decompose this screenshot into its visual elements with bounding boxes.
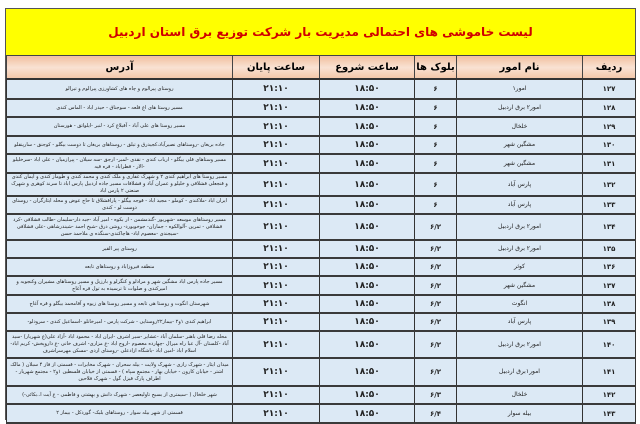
district-cell: خلخال xyxy=(457,117,583,136)
row-number-cell: ۱۳۸ xyxy=(583,295,636,313)
address-cell: میدان ایثار - شهرک رازی - شهرک ولایت - بیله سحران - شهرک مخابرات - قسمتی از فاز ۴ سبلان ( مالک اشتر - خیابان کارون - خیابان بهار - مجتمع سپاه ) - قسمتی از خیابان فلسطین ۱و۲ - مجتمع شهریار - اطراف پارک قیزل گول - شهرک فلاحین xyxy=(7,358,233,386)
row-number-cell: ۱۳۲ xyxy=(583,173,636,196)
address-cell: مسیر جاده پارس اباد مشگین شهر و مرادلو و کنگرلو و بارزیل و مسیر روستاهای مشیران وکنجوبه و امیرکندی و صلوات تا ترسیده به تول قره آغاج xyxy=(7,276,233,295)
district-cell: امور۲ برق اردبیل xyxy=(457,99,583,117)
blocks-cell: ۶/۲ xyxy=(415,258,457,276)
table-row xyxy=(7,117,636,136)
table-row xyxy=(7,240,636,258)
end-time-cell: ۲۱:۱۰ xyxy=(233,136,320,154)
district-cell: امور۱ xyxy=(457,79,583,99)
end-time-cell: ۲۱:۱۰ xyxy=(233,386,320,404)
blocks-cell: ۶ xyxy=(415,99,457,117)
end-time-cell: ۲۱:۱۰ xyxy=(233,240,320,258)
row-number-cell: ۱۴۰ xyxy=(583,331,636,358)
district-cell: مشگین شهر xyxy=(457,154,583,173)
row-number-cell: ۱۳۷ xyxy=(583,276,636,295)
district-cell: مشگین شهر xyxy=(457,276,583,295)
start-time-cell: ۱۸:۵۰ xyxy=(320,258,415,276)
blocks-cell: ۶/۲ xyxy=(415,240,457,258)
table-row xyxy=(7,276,636,295)
address-cell: جاده بریغان -روستاهای نصیرآباد،کجیدرق و تبلق - روستاهای بریغان تا دوست بیگلو - کوجنق - سارپنقلو xyxy=(7,136,233,154)
row-number-cell: ۱۳۹ xyxy=(583,313,636,331)
column-header-district: نام امور xyxy=(457,56,583,80)
row-number-cell: ۱۴۲ xyxy=(583,386,636,404)
blocks-cell: ۶/۲ xyxy=(415,295,457,313)
end-time-cell: ۲۱:۱۰ xyxy=(233,313,320,331)
blocks-cell: ۶/۴ xyxy=(415,404,457,423)
table-row xyxy=(7,154,636,173)
start-time-cell: ۱۸:۵۰ xyxy=(320,154,415,173)
end-time-cell: ۲۱:۱۰ xyxy=(233,358,320,386)
start-time-cell: ۱۸:۵۰ xyxy=(320,313,415,331)
address-cell: مسیر روستاهای موسعه -شهریور -گندمشمن - ار بکوه - امیر آباد -جبه دار-سلیمان -طالب قشلاقی -کرد قشلاقی - تمرین -آلوالکوه - جماران- جوخویورد- روشن درق -شیخ احمد -شیندرشاهی -علی قشلاقی -سیجندی -معصوم اباد- هاچاکندی-سنگده ی ملاحمد حسن xyxy=(7,214,233,240)
address-cell: روستای پیرالوم و چاه های کشاورزی پیرالوم و تیرالو xyxy=(7,79,233,99)
start-time-cell: ۱۸:۵۰ xyxy=(320,358,415,386)
blocks-cell: ۶ xyxy=(415,196,457,214)
blocks-cell: ۶ xyxy=(415,79,457,99)
row-number-cell: ۱۳۵ xyxy=(583,240,636,258)
end-time-cell: ۲۱:۱۰ xyxy=(233,258,320,276)
start-time-cell: ۱۸:۵۰ xyxy=(320,404,415,423)
end-time-cell: ۲۱:۱۰ xyxy=(233,331,320,358)
outage-schedule-sheet xyxy=(5,8,636,420)
district-cell: امور۲ برق اردبیل xyxy=(457,331,583,358)
district-cell: پارس آباد xyxy=(457,313,583,331)
title-banner xyxy=(6,9,635,56)
column-header-row-number: ردیف xyxy=(583,56,636,80)
column-header-end-time: ساعت پایان xyxy=(233,56,320,80)
district-cell: پارس آباد xyxy=(457,173,583,196)
address-cell: مسیر وستاهای قلی بیگلو - ارباب کندی - نقدی -لمبر- ارجق -سه سیلان - پیرازمیان - علی اباد -سرخلیلو -الار - قطراباد - قره قیه xyxy=(7,154,233,173)
table-row xyxy=(7,404,636,423)
address-cell: شهر خلخال ( -سیمتری از بسیج تاولیعصر - شهرک دانش و بهشتی و فاطمی - ع آیت ا..بکائی-) xyxy=(7,386,233,404)
row-number-cell: ۱۳۱ xyxy=(583,154,636,173)
address-cell: مسیر روستا های اغ قلعه - سوجناق - حیدر اباد - الماس کندی xyxy=(7,99,233,117)
start-time-cell: ۱۸:۵۰ xyxy=(320,240,415,258)
district-cell: کوثر xyxy=(457,258,583,276)
table-row xyxy=(7,295,636,313)
column-header-blocks: بلوک ها xyxy=(415,56,457,80)
address-cell: شهرستان انگوت و روستا هی تابعه و مسیر روستا های زیوه و آقامحمد بیگلو و قره آغاج xyxy=(7,295,233,313)
start-time-cell: ۱۸:۵۰ xyxy=(320,276,415,295)
table-row xyxy=(7,214,636,240)
address-cell: ابراهیم کندی ۱و۲ -بیماز۲۲روستایی - شرکت پارس - امیرخانلو -اسماعیل کندی - سرودلو- xyxy=(7,313,233,331)
table-header-row xyxy=(7,56,636,80)
end-time-cell: ۲۱:۱۰ xyxy=(233,154,320,173)
table-row xyxy=(7,313,636,331)
address-cell: قسمتی از شهر بیله سوار - روستاهای بلبک- گوردکل - بیماز ۲ xyxy=(7,404,233,423)
address-cell: مسیر روستا های ابراهیم کندی ۲ و شهرک غفاری و ملک کندی و محمد کندی و طوماز کندی و ایمان کندی و قنجعلی قشلاقی و خلیلو و عمران آباد و قشلاقات مسیر جاده اردبیل پارس اباد تا سرند کوهری و شهرک صنعتی ۲ پارس اباد xyxy=(7,173,233,196)
address-cell: مسیر روستا های علی آباد - آقبلاغ کرد - لنبر -ایلواتق - هورستان xyxy=(7,117,233,136)
district-cell: بیله سوار xyxy=(457,404,583,423)
district-cell: امور۲ برق اردبیل xyxy=(457,240,583,258)
column-header-address: آدرس xyxy=(7,56,233,80)
table-row xyxy=(7,136,636,154)
district-cell: امور۱برق اردبیل xyxy=(457,358,583,386)
row-number-cell: ۱۲۸ xyxy=(583,99,636,117)
district-cell: خلخال xyxy=(457,386,583,404)
blocks-cell: ۶ xyxy=(415,173,457,196)
blocks-cell: ۶/۲ xyxy=(415,276,457,295)
end-time-cell: ۲۱:۱۰ xyxy=(233,196,320,214)
column-header-start-time: ساعت شروع xyxy=(320,56,415,80)
table-row xyxy=(7,386,636,404)
row-number-cell: ۱۳۳ xyxy=(583,196,636,214)
district-cell: انگوت xyxy=(457,295,583,313)
table-row xyxy=(7,196,636,214)
table-row xyxy=(7,258,636,276)
start-time-cell: ۱۸:۵۰ xyxy=(320,386,415,404)
end-time-cell: ۲۱:۱۰ xyxy=(233,99,320,117)
table-row xyxy=(7,99,636,117)
table-row xyxy=(7,79,636,99)
outage-table xyxy=(6,55,636,424)
address-cell: ایران اباد -ملاکندی - کوملو - مجید اباد - قوجه بیگلو - پارافشلاق تا حاج عوض و محله ایثارگران - روستای دوست لو - کندی xyxy=(7,196,233,214)
table-row xyxy=(7,358,636,386)
page-title: لیست خاموشی های احتمالی مدیریت بار شرکت توزیع برق استان اردبیل xyxy=(108,25,533,39)
blocks-cell: ۶/۲ xyxy=(415,331,457,358)
district-cell: پارس آباد xyxy=(457,196,583,214)
end-time-cell: ۲۱:۱۰ xyxy=(233,79,320,99)
blocks-cell: ۶/۲ xyxy=(415,214,457,240)
start-time-cell: ۱۸:۵۰ xyxy=(320,196,415,214)
district-cell: امور۲ برق اردبیل xyxy=(457,214,583,240)
start-time-cell: ۱۸:۵۰ xyxy=(320,99,415,117)
row-number-cell: ۱۴۳ xyxy=(583,404,636,423)
start-time-cell: ۱۸:۵۰ xyxy=(320,295,415,313)
end-time-cell: ۲۱:۱۰ xyxy=(233,173,320,196)
row-number-cell: ۱۲۹ xyxy=(583,117,636,136)
table-row xyxy=(7,173,636,196)
start-time-cell: ۱۸:۵۰ xyxy=(320,117,415,136)
row-number-cell: ۱۳۰ xyxy=(583,136,636,154)
address-cell: روستای پیر القیر xyxy=(7,240,233,258)
start-time-cell: ۱۸:۵۰ xyxy=(320,214,415,240)
row-number-cell: ۱۳۶ xyxy=(583,258,636,276)
row-number-cell: ۱۲۷ xyxy=(583,79,636,99)
table-body xyxy=(7,79,636,423)
end-time-cell: ۲۱:۱۰ xyxy=(233,117,320,136)
start-time-cell: ۱۸:۵۰ xyxy=(320,331,415,358)
end-time-cell: ۲۱:۱۰ xyxy=(233,404,320,423)
blocks-cell: ۶ xyxy=(415,117,457,136)
district-cell: مشگین شهر xyxy=(457,136,583,154)
end-time-cell: ۲۱:۱۰ xyxy=(233,295,320,313)
address-cell: منطقه فیروزاباد و روستاهای تابعه xyxy=(7,258,233,276)
table-row xyxy=(7,331,636,358)
row-number-cell: ۱۴۱ xyxy=(583,358,636,386)
end-time-cell: ۲۱:۱۰ xyxy=(233,214,320,240)
start-time-cell: ۱۸:۵۰ xyxy=(320,136,415,154)
start-time-cell: ۱۸:۵۰ xyxy=(320,79,415,99)
blocks-cell: ۶ xyxy=(415,154,457,173)
blocks-cell: ۶/۲ xyxy=(415,358,457,386)
end-time-cell: ۲۱:۱۰ xyxy=(233,276,320,295)
start-time-cell: ۱۸:۵۰ xyxy=(320,173,415,196)
row-number-cell: ۱۳۴ xyxy=(583,214,636,240)
address-cell: محله رضا قلی باهنر -سلمان آباد -عشایر -سیر اشرف -ایران اباد - محمود اباد -آزاد علی(ع شهریار) -سید آباد -کلستان -آل عبا راه میرال -چهارده معصوم -اروج اباد -ع مزاری- اشرف خانی -ع داروپخش- کریم اباد-اسلام اباد -امین اباد -باشگاه ازادعلی -روستای اردی -مسکن مهرسراشرف xyxy=(7,331,233,358)
blocks-cell: ۶/۳ xyxy=(415,386,457,404)
blocks-cell: ۶ xyxy=(415,136,457,154)
blocks-cell: ۶/۲ xyxy=(415,313,457,331)
